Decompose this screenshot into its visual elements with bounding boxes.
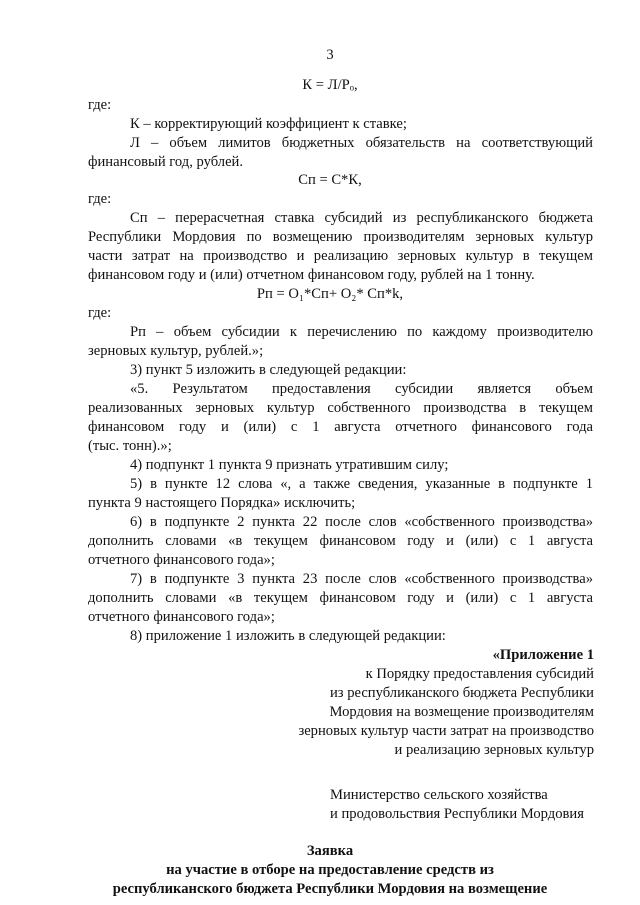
definition-l-line1: Л – объем лимитов бюджетных обязательств на соответствующий [130,135,593,151]
page-number: 3 [326,47,334,63]
appendix-title: «Приложение 1 [492,647,594,663]
definition-cp-line1: Сп – перерасчетная ставка субсидий из республиканского бюджета [130,210,593,226]
appendix-line-2: из республиканского бюджета Республики [329,685,594,701]
appendix-line-1: к Порядку предоставления субсидий [365,666,594,682]
item-3-quote-line4: (тыс. тонн).»; [88,438,172,454]
definition-cp-line4: финансовом году и (или) отчетном финансовом году, рублей на 1 тонну. [88,267,535,283]
item-6-line2: дополнить словами «в текущем финансовом году и (или) с 1 августа [88,533,593,549]
item-3-quote-line3: финансовом году и (или) с 1 августа отчетного финансового года [88,419,593,435]
formula-pp: Рп = О₁*Сп+ О₂* Сп*k, [256,286,404,302]
formula-cp: Сп = С*К, [298,172,362,188]
item-7-line1: 7) в подпункте 3 пункта 23 после слов «собственного производства» [130,571,593,587]
item-7-line2: дополнить словами «в текущем финансовом году и (или) с 1 августа [88,590,593,606]
item-3: 3) пункт 5 изложить в следующей редакции: [130,362,407,378]
item-5-line1: 5) в пункте 12 слова «, а также сведения, указанные в подпункте 1 [130,476,593,492]
where-label-3: где: [88,305,112,321]
definition-pp-line1: Рп – объем субсидии к перечислению по каждому производителю [130,324,593,340]
appendix-line-4: зерновых культур части затрат на производство [298,723,594,739]
appendix-line-3: Мордовия на возмещение производителям [329,704,594,720]
where-label-1: где: [88,97,112,113]
item-3-quote-line1: «5. Результатом предоставления субсидии является объем [130,381,593,397]
item-6-line1: 6) в подпункте 2 пункта 22 после слов «собственного производства» [130,514,593,530]
item-8: 8) приложение 1 изложить в следующей редакции: [130,628,446,644]
formula-k: К = Л/Рₒ, [302,77,358,93]
definition-k: К – корректирующий коэффициент к ставке; [130,116,407,132]
item-6-line3: отчетного финансового года»; [88,552,275,568]
item-7-line3: отчетного финансового года»; [88,609,275,625]
definition-cp-line3: части затрат на производство и реализацию зерновых культур в текущем [88,248,593,264]
appendix-line-5: и реализацию зерновых культур [394,742,594,758]
addressee-line-1: Министерство сельского хозяйства [330,787,548,803]
application-title: Заявка [306,843,354,859]
item-3-quote-line2: реализованных зерновых культур собственного производства в текущем [88,400,593,416]
application-line-2: республиканского бюджета Республики Мордовия на возмещение [112,881,548,897]
where-label-2: где: [88,191,112,207]
addressee-line-2: и продовольствия Республики Мордовия [330,806,584,822]
definition-l-line2: финансовый год, рублей. [88,154,244,170]
application-line-1: на участие в отборе на предоставление средств из [166,862,494,878]
definition-cp-line2: Республики Мордовия по возмещению производителям зерновых культур [88,229,593,245]
item-4: 4) подпункт 1 пункта 9 признать утратившим силу; [130,457,449,473]
definition-pp-line2: зерновых культур, рублей.»; [88,343,264,359]
item-5-line2: пункта 9 настоящего Порядка» исключить; [88,495,356,511]
